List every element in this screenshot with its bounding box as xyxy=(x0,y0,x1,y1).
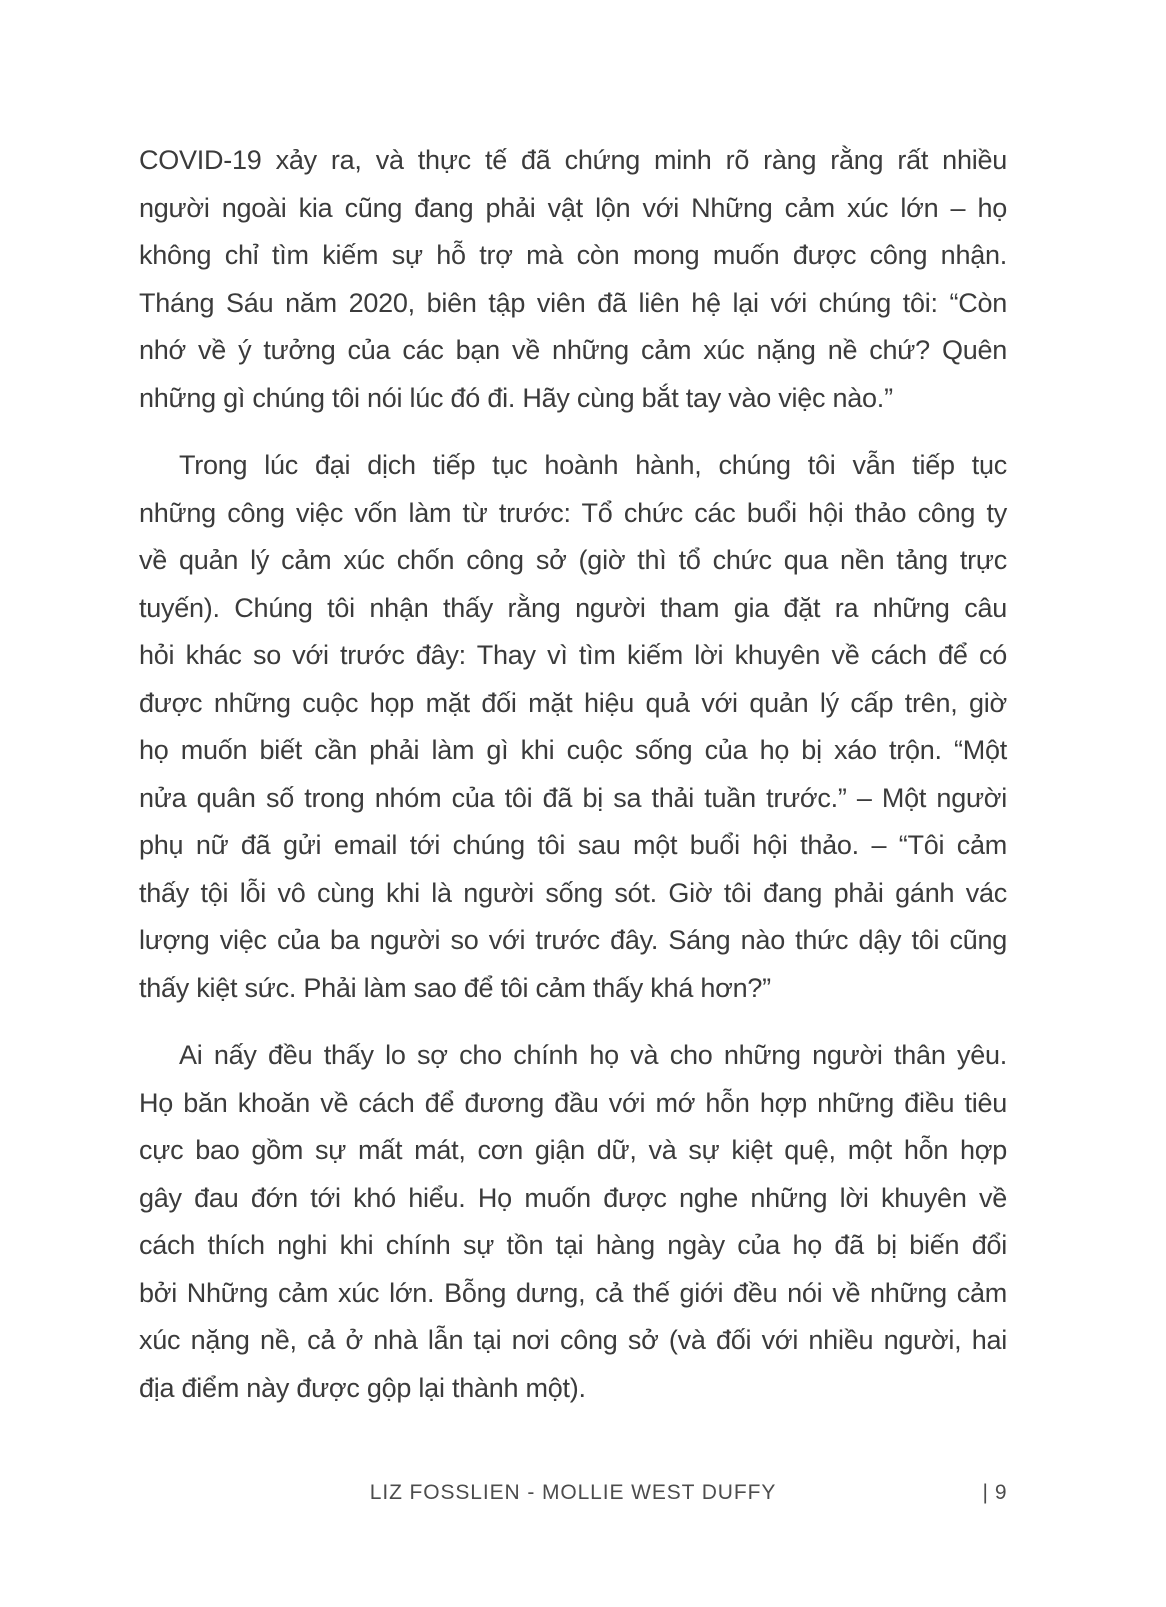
text-line: Họ băn khoăn về cách để đương đầu với mớ hỗn hợp những điều tiêu xyxy=(139,1087,1007,1118)
text-line: hỏi khác so với trước đây: Thay vì tìm kiếm lời khuyên về cách để có xyxy=(139,640,1007,670)
text-line: những gì chúng tôi nói lúc đó đi. Hãy cùng bắt tay vào việc nào.” xyxy=(139,382,893,413)
footer-page-number: | 9 xyxy=(982,1481,1007,1504)
text-line: tuyến). Chúng tôi nhận thấy rằng người tham gia đặt ra những câu xyxy=(139,592,1007,623)
text-line: thấy tội lỗi vô cùng khi là người sống sót. Giờ tôi đang phải gánh vác xyxy=(139,877,1007,908)
page-footer xyxy=(139,1477,1007,1509)
text-line: phụ nữ đã gửi email tới chúng tôi sau một buổi hội thảo. – “Tôi cảm xyxy=(139,830,1007,860)
paragraph xyxy=(139,442,1007,1012)
text-line: COVID-19 xảy ra, và thực tế đã chứng minh rõ ràng rằng rất nhiều xyxy=(139,145,1007,175)
text-line: người ngoài kia cũng đang phải vật lộn với Những cảm xúc lớn – họ xyxy=(139,192,1007,223)
text-line: thấy kiệt sức. Phải làm sao để tôi cảm thấy khá hơn?” xyxy=(139,972,771,1003)
footer-authors: LIZ FOSSLIEN - MOLLIE WEST DUFFY xyxy=(369,1481,777,1504)
text-line: cực bao gồm sự mất mát, cơn giận dữ, và sự kiệt quệ, một hỗn hợp xyxy=(139,1135,1007,1165)
text-line: gây đau đớn tới khó hiểu. Họ muốn được nghe những lời khuyên về xyxy=(139,1182,1007,1213)
text-line: địa điểm này được gộp lại thành một). xyxy=(139,1372,586,1403)
text-line: Tháng Sáu năm 2020, biên tập viên đã liên hệ lại với chúng tôi: “Còn xyxy=(139,287,1007,318)
text-line: không chỉ tìm kiếm sự hỗ trợ mà còn mong muốn được công nhận. xyxy=(139,240,1007,270)
text-line: lượng việc của ba người so với trước đây. Sáng nào thức dậy tôi cũng xyxy=(139,925,1007,955)
text-line: họ muốn biết cần phải làm gì khi cuộc sống của họ bị xáo trộn. “Một xyxy=(139,735,1007,765)
text-line: nửa quân số trong nhóm của tôi đã bị sa thải tuần trước.” – Một người xyxy=(139,782,1007,813)
text-line: nhớ về ý tưởng của các bạn về những cảm xúc nặng nề chứ? Quên xyxy=(139,335,1007,365)
text-line: xúc nặng nề, cả ở nhà lẫn tại nơi công sở (và đối với nhiều người, hai xyxy=(139,1325,1007,1355)
text-line: bởi Những cảm xúc lớn. Bỗng dưng, cả thế giới đều nói về những cảm xyxy=(139,1277,1007,1308)
page-text xyxy=(139,137,1007,1432)
text-line: Ai nấy đều thấy lo sợ cho chính họ và cho những người thân yêu. xyxy=(179,1040,1007,1070)
text-line: về quản lý cảm xúc chốn công sở (giờ thì tổ chức qua nền tảng trực xyxy=(139,545,1007,575)
text-line: cách thích nghi khi chính sự tồn tại hàng ngày của họ đã bị biến đổi xyxy=(139,1230,1007,1260)
paragraph xyxy=(139,137,1007,422)
text-line: những công việc vốn làm từ trước: Tổ chức các buổi hội thảo công ty xyxy=(139,497,1007,528)
paragraph xyxy=(139,1032,1007,1412)
text-line: Trong lúc đại dịch tiếp tục hoành hành, chúng tôi vẫn tiếp tục xyxy=(179,450,1007,480)
text-line: được những cuộc họp mặt đối mặt hiệu quả với quản lý cấp trên, giờ xyxy=(139,687,1007,718)
